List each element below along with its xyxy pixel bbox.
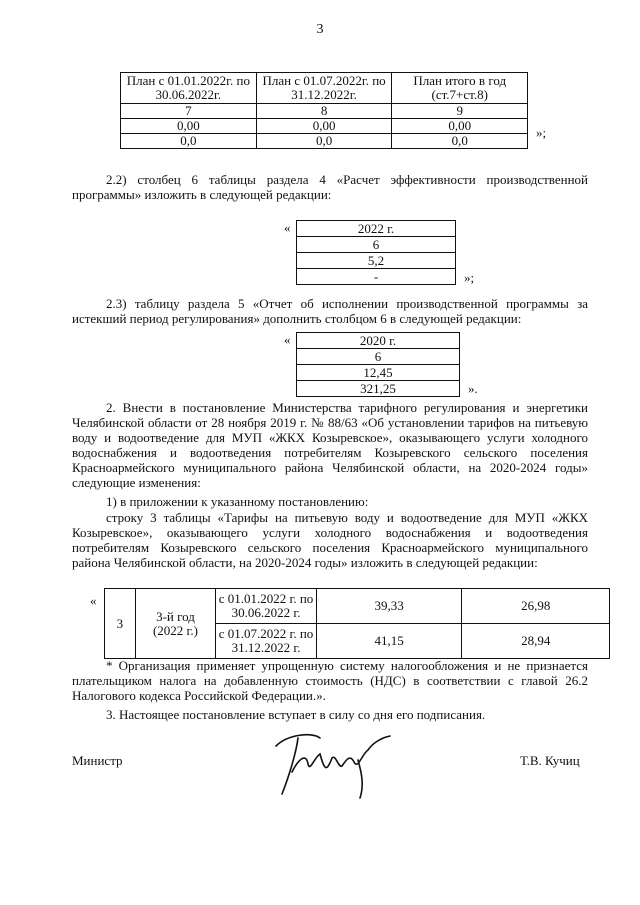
report-column-table	[296, 332, 460, 397]
table-cell: 0,00	[392, 119, 528, 134]
paragraph-sub-1: 1) в приложении к указанному постановлению:	[106, 494, 369, 509]
year-cell: 3-й год (2022 г.)	[135, 589, 216, 659]
header-cell: План итого в год (ст.7+ст.8)	[392, 73, 528, 104]
page-number: 3	[316, 22, 324, 37]
open-quote: «	[90, 593, 97, 608]
tariff-table	[104, 588, 610, 659]
table-cell: -	[297, 269, 456, 285]
table-cell: 12,45	[297, 365, 460, 381]
paragraph-item-3: 3. Настоящее постановление вступает в силу со дня его подписания.	[106, 707, 486, 722]
paragraph-2-2: 2.2) столбец 6 таблицы раздела 4 «Расчет эффективности производственной программы» изложить в следующей редакции:	[72, 172, 588, 202]
signer-name: Т.В. Кучиц	[520, 753, 580, 768]
water-tariff: 39,33	[316, 589, 462, 624]
plan-table	[120, 72, 528, 149]
drain-tariff: 28,94	[462, 624, 610, 659]
signer-position: Министр	[72, 753, 123, 768]
period-cell: с 01.07.2022 г. по 31.12.2022 г.	[216, 624, 317, 659]
column-number: 8	[256, 104, 392, 119]
open-quote: «	[284, 332, 291, 347]
table-cell: 0,0	[256, 134, 392, 149]
column-number: 9	[392, 104, 528, 119]
table-cell: 0,00	[256, 119, 392, 134]
row-number: 3	[105, 589, 136, 659]
closing-quote: »;	[536, 125, 547, 140]
efficiency-column-table	[296, 220, 456, 285]
table-cell: 0,00	[121, 119, 257, 134]
table-cell: 2020 г.	[297, 333, 460, 349]
column-number: 7	[121, 104, 257, 119]
paragraph-item-2: 2. Внести в постановление Министерства тарифного регулирования и энергетики Челябинской области от 28 ноября 2019 г. № 88/63 «Об установлении тарифов на питьевую воду и водоотведение для МУП «ЖКХ Козыревское», оказывающего услуги холодного водоснабжения и водоотведения потребителям Козыревского сельского поселения Красноармейского муниципального района Челябинской области, на 2020-2024 годы» следующие изменения:	[72, 400, 588, 490]
header-cell: План с 01.07.2022г. по 31.12.2022г.	[256, 73, 392, 104]
period-cell: с 01.01.2022 г. по 30.06.2022 г.	[216, 589, 317, 624]
paragraph-sub-2: строку 3 таблицы «Тарифы на питьевую воду и водоотведение для МУП «ЖКХ Козыревское», оказывающего услуги холодного водоснабжения и водоотведения потребителям Козыревского сельского поселения Красноармейского муниципального района Челябинской области, на 2020-2024 годы» изложить в следующей редакции:	[72, 510, 588, 570]
table-cell: 2022 г.	[297, 221, 456, 237]
closing-quote: »;	[464, 270, 475, 285]
water-tariff: 41,15	[316, 624, 462, 659]
open-quote: «	[284, 220, 291, 235]
handwritten-signature	[258, 724, 408, 804]
table-cell: 6	[297, 237, 456, 253]
footnote: * Организация применяет упрощенную систему налогообложения и не признается плательщиком налога на добавленную стоимость (НДС) в соответствии с главой 26.2 Налогового кодекса Российской Федерации.».	[72, 658, 588, 703]
paragraph-2-3: 2.3) таблицу раздела 5 «Отчет об исполнении производственной программы за истекший период регулирования» дополнить столбцом 6 в следующей редакции:	[72, 296, 588, 326]
closing-quote: ».	[468, 381, 478, 396]
table-cell: 321,25	[297, 381, 460, 397]
table-cell: 6	[297, 349, 460, 365]
header-cell: План с 01.01.2022г. по 30.06.2022г.	[121, 73, 257, 104]
table-cell: 5,2	[297, 253, 456, 269]
table-cell: 0,0	[121, 134, 257, 149]
table-cell: 0,0	[392, 134, 528, 149]
drain-tariff: 26,98	[462, 589, 610, 624]
